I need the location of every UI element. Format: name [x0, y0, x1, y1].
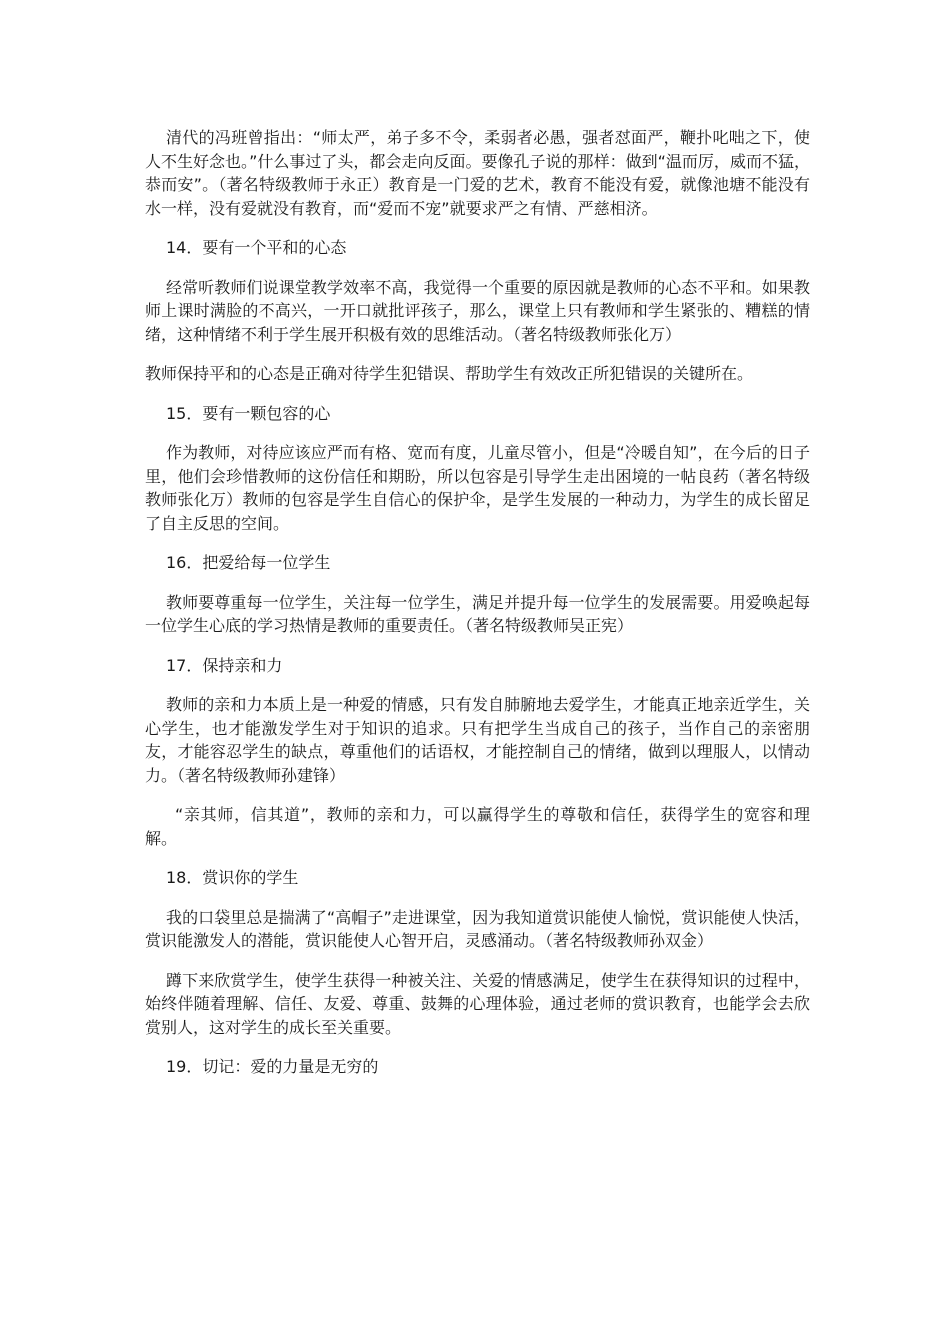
- heading-18: 18．赏识你的学生: [166, 868, 299, 887]
- heading-17: 17．保持亲和力: [166, 655, 283, 675]
- paragraph-17-note: “亲其师，信其道”，教师的亲和力，可以赢得学生的尊敬和信任，获得学生的宽容和理解。: [145, 805, 810, 848]
- heading-19: 19．切记：爱的力量是无穷的: [166, 1057, 379, 1076]
- paragraph-intro: 清代的冯班曾指出：“师太严，弟子多不令，柔弱者必愚，强者怼面严，鞭扑叱咄之下，使人不生好念也。”什么事过了头，都会走向反面。要像孔子说的那样：做到“温而厉，威而不猛，恭而安”。（著名特级教师于永正）教育是一门爱的艺术，教育不能没有爱，就像池塘不能没有水一样，没有爱就没有教育，而“爱而不宠”就要求严之有情、严慈相济。: [145, 128, 810, 218]
- paragraph-14-quote: 经常听教师们说课堂教学效率不高，我觉得一个重要的原因就是教师的心态不平和。如果教师上课时满脸的不高兴，一开口就批评孩子，那么，课堂上只有教师和学生紧张的、糟糕的情绪，这种情绪不利于学生展开积极有效的思维活动。（著名特级教师张化万）: [145, 277, 810, 344]
- heading-15: 15．要有一颗包容的心: [166, 403, 331, 423]
- paragraph-17-quote: 教师的亲和力本质上是一种爱的情感，只有发自肺腑地去爱学生，才能真正地亲近学生，关心学生，也才能激发学生对于知识的追求。只有把学生当成自己的孩子，当作自己的亲密朋友，才能容忍学生的缺点，尊重他们的话语权，才能控制自己的情绪，做到以理服人，以情动力。（著名特级教师孙建锋）: [145, 695, 810, 785]
- paragraph-18-quote: 我的口袋里总是揣满了“高帽子”走进课堂，因为我知道赏识能使人愉悦，赏识能使人快活，赏识能激发人的潜能，赏识能使人心智开启，灵感涌动。（著名特级教师孙双金）: [145, 907, 810, 950]
- paragraph-15: 作为教师，对待应该应严而有格、宽而有度，儿童尽管小，但是“冷暖自知”，在今后的日子里，他们会珍惜教师的这份信任和期盼，所以包容是引导学生走出困境的一帖良药（著名特级教师张化万）教师的包容是学生自信心的保护伞，是学生发展的一种动力，为学生的成长留足了自主反思的空间。: [145, 443, 810, 533]
- document-page: [145, 126, 810, 1095]
- paragraph-14-note: 教师保持平和的心态是正确对待学生犯错误、帮助学生有效改正所犯错误的关键所在。: [145, 364, 754, 383]
- heading-14: 14．要有一个平和的心态: [166, 238, 347, 257]
- paragraph-18-note: 蹲下来欣赏学生，使学生获得一种被关注、关爱的情感满足，使学生在获得知识的过程中，始终伴随着理解、信任、友爱、尊重、鼓舞的心理体验，通过老师的赏识教育，也能学会去欣赏别人，这对学生的成长至关重要。: [145, 970, 810, 1037]
- heading-16: 16．把爱给每一位学生: [166, 553, 331, 572]
- paragraph-16: 教师要尊重每一位学生，关注每一位学生，满足并提升每一位学生的发展需要。用爱唤起每一位学生心底的学习热情是教师的重要责任。（著名特级教师吴正宪）: [145, 592, 810, 635]
